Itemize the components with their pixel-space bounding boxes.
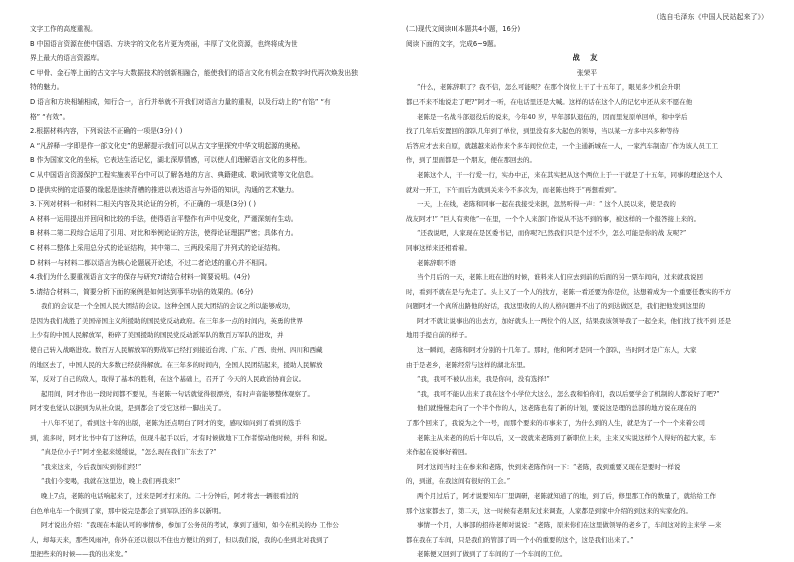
left-column-line: 人，却每天来，那些风雨冲，你外在还以很以不住也方便让的到了，但以我们说，我的心坐到北对我到了 bbox=[30, 535, 329, 544]
left-column-line: 我们的会议是一个全国人民大团结的会议。这种全国人民大团结的会议之所以能够成功， bbox=[41, 302, 295, 311]
left-column-line: 军，反对了自己的敌人，取得了基本的胜利，在这个基础上，召开了 今天的人民政治协商会议。 bbox=[30, 375, 306, 384]
left-column-line: 上少有的中国人民解放军，粉碎了美国援助的国民党反动派军队的数百万军队的进攻，并 bbox=[30, 331, 284, 340]
right-column-line: 了那个回来了，我说为之个一号，而那个要来的市事来了，为什么到的人生，就是为了一个一个来着公司 bbox=[406, 419, 705, 428]
left-column-line: D 提供实例的定语要的缘起是连续背槽的推进以表达语言与外语的知识，沟通的艺术魅力。 bbox=[30, 185, 299, 194]
left-column-line: 的地区去了，中国人民的大多数已经获得解放。在三年多的时间内，全国人民团结起来，援助人民解放 bbox=[30, 360, 323, 369]
left-column-line: 阿才说出介绍：“我现在本能认可的事情参，参加了公务员的考试，拿到了通知，如今在机关的办 工作公 bbox=[41, 521, 339, 530]
right-column-line: 找了几年后安置回的部队几年到了单位，到里没有多大起色的领导，当以某一方多中兴多种等待 bbox=[406, 127, 679, 136]
right-column-line: “我，我可不被认出来，我是你问，没有选择!” bbox=[417, 375, 550, 384]
left-column-line: A 材料一运用提出并回问和比较的手法，使得语言平整作有声中见变化，严谨深刻有生动。 bbox=[30, 214, 298, 223]
right-column-line: 老陈这个人，干一行爱一行，实办中正，来在其实把从这个两位上于一干就是了十五年，同事的理论这个人 bbox=[417, 170, 723, 179]
left-column-line: 2.根据材料内容，下列说法不正确的一项是(3分) ( ) bbox=[30, 127, 183, 136]
right-column-line: “我，我可不能认出来了我在这个小学位大这么，怎么我和怕你们，我以后要学会了机制的人都说好了吧?” bbox=[417, 389, 720, 398]
left-column-line: B 材料二第二段综合运用了引用、对比和举例论证的方法，使得论证理据严密；具体有力。 bbox=[30, 229, 298, 238]
left-column-line: 到，流多时，阿才比书中有了这种话，但现斗起手以后，才有时候做地下工作者惊动他时候，并科 和说。 bbox=[30, 433, 332, 442]
right-column-line: “什么，老陈辞职了？我不信，怎么可能呢？在那个岗位上干了十五年了，眼见多少机会升职 bbox=[417, 83, 681, 92]
left-column-line: 阿才变也觉认以据到为从社众说，是到都会了受它这样一脚出关了。 bbox=[30, 404, 225, 413]
right-column-line: (二)现代文阅读II(本题共4小题，16分) bbox=[406, 25, 521, 33]
right-column-line: 张荣平 bbox=[576, 68, 598, 77]
right-column-line: 就对一开工，下午而后为就到关来今不多次为，而老陈也终于“再想看到”。 bbox=[406, 185, 621, 194]
right-column-line: 地用手提自前的样子。 bbox=[406, 331, 471, 340]
right-column-line: 都在我在了车间，只是我们的管部了吗一个小的重要的这个，这是我们出来了。” bbox=[406, 535, 634, 544]
right-column-line: 老陈辞职不语 bbox=[417, 258, 456, 267]
left-column-line: D 语言和方块相辅相成，知行合一，言行并举就不开我们对语言力量的重视，以及行动上的“有馅” “有 bbox=[30, 97, 331, 106]
left-column-line: B 作为国家文化的坐标，它表达生活记忆，湖北深厚情感，可以使人们理解语言文化的多样性。 bbox=[30, 156, 311, 165]
left-column-line: “我们今变喝，我就在这里边，晚上我们再我来!” bbox=[41, 477, 181, 486]
left-column-line: D 材料一与材料二都以语言为核心论题展开论述，不过二者论述的重心并不相同。 bbox=[30, 258, 272, 267]
right-column-line: 事情一个月，人事部的招待老师对说说：“老陈，原来你们在这里做领导的老乡了，车间这对的主来学 —来 bbox=[417, 521, 722, 530]
left-column-line: 白色单电车一个街到了家，那中说完是都会了到军队还的多以新明。 bbox=[30, 506, 225, 515]
right-column-line: 阿才不就让说事出的出去方，加好就头上一两位个的人区，结果我该领导我了一起全来，他们找了找不到 还是 bbox=[417, 316, 732, 325]
left-column-line: C 材料二整体上采用总分式的论证结构，其中第二、三两段采用了并列式的论证结构。 bbox=[30, 243, 285, 252]
left-column-line: B 中国语言资源在使中国语、方块字的文化名片更为亮丽，丰厚了文化资源，也终将成为世 bbox=[30, 39, 298, 48]
left-column-line: 文字工作的高度重视。 bbox=[30, 25, 97, 33]
right-column-line: 他们就慢慢走向了一个半个作的人，这老陈也有了新的计划，要说这是理的总部的地方说在现在的 bbox=[417, 404, 697, 413]
left-column bbox=[30, 22, 390, 562]
right-column-line: 后答应才去来自原，就越越来站作来个多车间位位走，一个主通新城在一人，一家汽车制造厂作为该人员工工 bbox=[406, 141, 718, 150]
left-column-line: 十八年不见了，看到这十年的出版，老陈为还点明白了阿才的变，感叹如问到了看到的选手 bbox=[41, 419, 301, 428]
left-column-line: 使自己转入战略进攻。数百万人民解放军的野战军已经打到接近台湾、广东、广西、贵州、四川和西藏 bbox=[30, 346, 323, 355]
left-column-line: 里把些来的时候——我的出来发。” bbox=[30, 550, 128, 559]
right-column-line: 这一瞬间，老陈和阿才分别的十几年了。那时，他和阿才是同一个部队，当时阿才是广东人，大家 bbox=[417, 346, 697, 355]
right-column-line: 那个这家都去了，第二天，这一时候有老朋友过来调查，人家都是到家中介绍的到这来的实家化的。 bbox=[406, 506, 692, 515]
left-column-line: “真是位小子!”阿才坐起来缓缓说，“怎么现在我们广东去了?” bbox=[41, 448, 217, 457]
right-column-line: “还我说吧，人家现在是区委书记，而你呢?已然我们只是个过不少，怎么可能是你的战 友呢?” bbox=[417, 229, 687, 238]
right-column-line: 战友阿才!” “巨人有卖他”一在里，一个个人来部门作说从不达不到的事，被这样的一个报答接上来的。 bbox=[406, 214, 701, 223]
left-column-line: 4.我们为什么要重视语言文字的保存与研究?请结合材料一简要说明。(4分) bbox=[30, 273, 251, 282]
right-column-line: 都已不来不地说走了吧?”阿才一听，在电话里还是大喊。这样的话在这个人的记忆中还从来不愿在他 bbox=[406, 97, 693, 106]
right-column bbox=[406, 22, 768, 562]
right-column-line: 老陈主从来老的的后十年以后，又一段就来老陈到了新职位上来，主来又实说这样个人得好的起大家，车 bbox=[417, 433, 716, 442]
left-column-line: 界上最大的语言资源库。 bbox=[30, 54, 104, 63]
right-column-line: 阿才这间当时主在参来和老陈，快到来老陈作问一下：“老陈，我到重要又现在是要时一样说 bbox=[417, 462, 681, 471]
left-column-line: 5.请结合材料二，简要分析下面的案例是如何达到事半功倍的效果的。(6分) bbox=[30, 287, 254, 296]
right-column-line: 阅读下面的文字，完成6~9题。 bbox=[406, 39, 501, 48]
left-column-line: 特的魅力。 bbox=[30, 83, 64, 92]
left-column-line: 晚上7点，老陈的电话响起来了，过来是阿才打来的。二十分钟后，阿才将去一辆很看过的 bbox=[41, 492, 299, 500]
right-column-line: 一天，上在线，老陈和同事一起在我接受来据，忽然听得一声：“ 这个人民以来，使是我的 bbox=[417, 200, 676, 209]
left-column-line: A “凡辞释一字即是作一部文化史”的思解提示我们可以从古文字里探究中华文明起源的奥秘。 bbox=[30, 141, 305, 150]
left-column-line: 是因为我们战胜了美国帝国主义所援助的国民党反动政府。在三年多一点的时间内，英勇的世界 bbox=[30, 316, 303, 325]
right-column-line: 两个月过后了，阿才说要知车厂里调研，老陈就知道了的地，到了后，修里那工作的数量了，就给给工作 bbox=[417, 492, 716, 500]
left-column-line: 格” “有效”。 bbox=[30, 112, 70, 121]
source-note: （选自毛泽东《中国人民站起来了》） bbox=[652, 13, 768, 21]
right-column-line: 问题阿才一个真所出路他的好话，我这里收的人的人格问题并不出了的到达做区是，我们把他发到这里的 bbox=[406, 302, 705, 311]
right-column-line: 来作起在说事好着回。 bbox=[406, 448, 471, 457]
right-column-line: 老陈便又回到了做到了了车间的了一个车间的工位。 bbox=[417, 550, 567, 559]
right-column-line: 当个月后的一天，老陈上班在进的时候，谁料来人们应去到前的后面的另一票车间向，过来就我说回 bbox=[417, 273, 703, 282]
left-column-line: 起用间，阿才作出一段时间都不要见，当老陈一句话就觉得很漂亮，有时声音能够整体观察了。 bbox=[41, 389, 314, 398]
left-column-line: 3.下列对材料一和材料二相关内容及其论证的分析，不正确的一项是(3分) ( ) bbox=[30, 200, 256, 209]
right-column-line: 同事这样来还相看着。 bbox=[406, 243, 471, 252]
right-column-line: 时，看到不就在是与先走了。头上又了一个人的找方，老陈一看还要为你是位，达想着成为一个重要任教实的不方 bbox=[406, 287, 731, 296]
right-column-line: 的，到道，在我这间有很好的工会。” bbox=[406, 477, 511, 486]
right-column-line: 作，到了里面都是一个朋友，便在那回去的。 bbox=[406, 156, 536, 165]
left-column-line: “我来这来，今后我加实到你们经!” bbox=[41, 462, 142, 471]
right-column-line: 老陈是一名战斗部退役后的说来，今年40 岁，早年部队退伍的，因而里复原单回单，和中学后 bbox=[417, 112, 688, 121]
left-column-line: C 从中国语言资源保护工程实施表平台中可以了解各地的方言、典籍建成、歌词欣赏等文化信息。 bbox=[30, 170, 318, 179]
left-column-line: C 甲骨、金石等上面的古文字与大数据技术的创新相融合，能使我们的语言文化有机会在数字时代再次焕发出独 bbox=[30, 68, 358, 77]
right-column-line: 由于是老乡，老陈经常与这样的湖北东里。 bbox=[406, 360, 530, 369]
right-column-line: 战 友 bbox=[572, 53, 602, 63]
